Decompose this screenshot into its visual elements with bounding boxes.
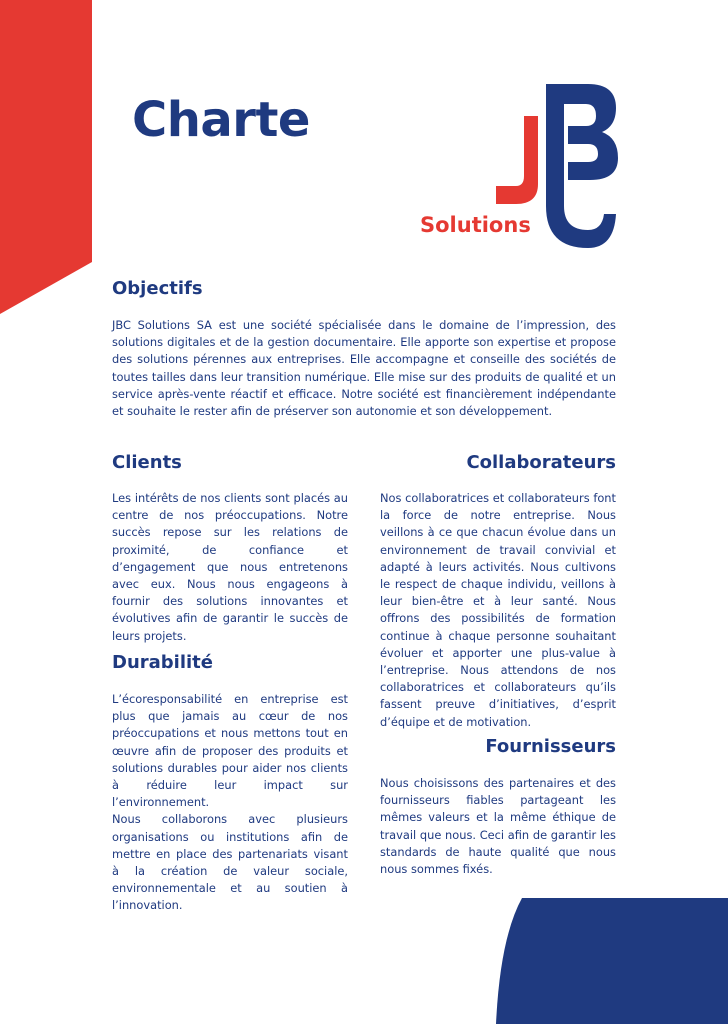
fournisseurs-text: Nous choisissons des partenaires et des fournisseurs fiables partageant les mêmes valeurs et la même éthique de travail que nous. Ceci afin de garantir les standards de haute qualité que nous nous sommes fixés. — [380, 776, 616, 877]
section-title-durabilite: Durabilité — [112, 652, 213, 673]
durabilite-paragraph-1: L’écoresponsabilité en entreprise est plus que jamais au cœur de nos préoccupations et nous mettons tout en œuvre afin de proposer des produits et solutions durables pour aider nos clients à réduire leur impact sur l’environnement. — [112, 692, 348, 810]
section-title-objectifs: Objectifs — [112, 278, 203, 299]
page-title: Charte — [132, 92, 310, 148]
logo-text: Solutions — [420, 213, 531, 237]
durabilite-text — [112, 691, 348, 915]
clients-text: Les intérêts de nos clients sont placés au centre de nos préoccupations. Notre succès repose sur les relations de proximité, de confiance et d’engagement que nous entretenons avec eux. Nous nous engageons à fournir des solutions innovantes et évolutives afin de garantir le succès de leurs projets. — [112, 491, 348, 643]
objectifs-text: JBC Solutions SA est une société spécialisée dans le domaine de l’impression, des solutions digitales et de la gestion documentaire. Elle apporte son expertise et propose des solutions pérennes aux entreprises. Elle accompagne et conseille des sociétés de toutes tailles dans leur transition numérique. Elle mise sur des produits de qualité et un service après-vente réactif et efficace. Notre société est financièrement indépendante et souhaite le rester afin de préserver son autonomie et son développement. — [112, 318, 616, 419]
jbc-solutions-logo — [418, 80, 628, 252]
collaborateurs-text: Nos collaboratrices et collaborateurs font la force de notre entreprise. Nous veillons à ce que chacun évolue dans un environnement de travail convivial et adapté à leurs activités. Nous cultivons le respect de chaque individu, veillons à leur bien-être et à leur santé. Nous offrons des possibilités de formation continue à chaque personne souhaitant évoluer et apporter une plus-value à l’entreprise. Nous attendons de nos collaboratrices et collaborateurs qu’ils fassent preuve d’initiatives, d’esprit d’équipe et de motivation. — [380, 491, 616, 729]
section-title-collaborateurs: Collaborateurs — [466, 452, 616, 473]
section-title-fournisseurs: Fournisseurs — [485, 736, 616, 757]
durabilite-paragraph-2: Nous collaborons avec plusieurs organisations ou institutions afin de mettre en place des partenariats visant à la création de valeur sociale, environnementale et au soutien à l’innovation. — [112, 812, 348, 913]
blue-corner-shape — [496, 898, 728, 1024]
section-title-clients: Clients — [112, 452, 182, 473]
red-corner-shape — [0, 0, 92, 320]
